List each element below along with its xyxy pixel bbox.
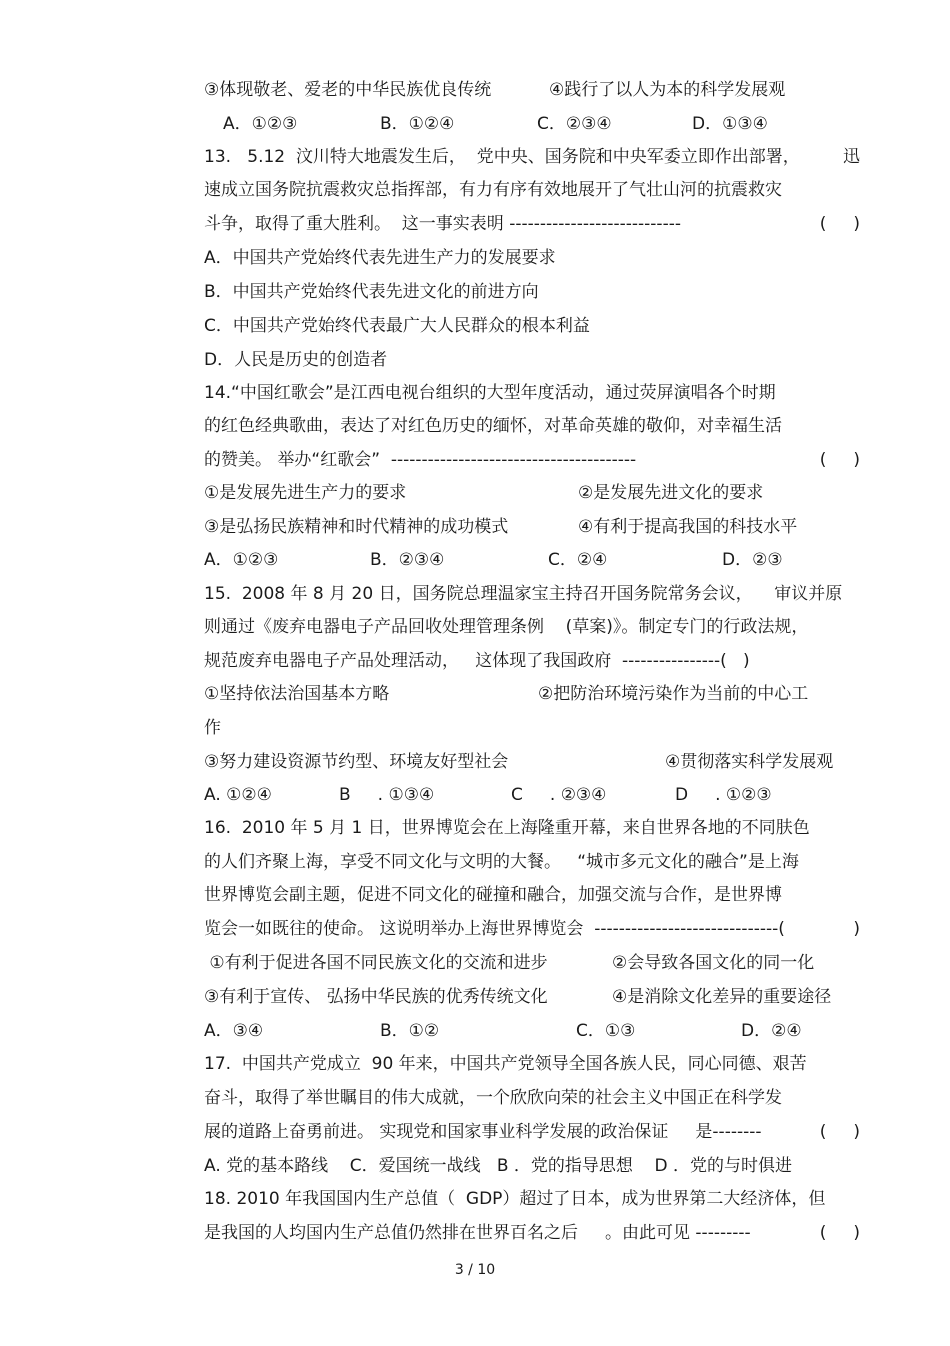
line-text: ③有利于宣传、 弘扬中华民族的优秀传统文化 bbox=[204, 987, 548, 1007]
line-text: 16. 2010 年 5 月 1 日，世界博览会在上海隆重开幕，来自世界各地的不同肤色 bbox=[204, 818, 810, 838]
text-line bbox=[204, 816, 810, 840]
text-line bbox=[204, 314, 590, 338]
answer-option: C．②③④ bbox=[537, 114, 612, 134]
text-line bbox=[204, 682, 809, 706]
text-line bbox=[204, 716, 221, 740]
line-text: 的红色经典歌曲，表达了对红色历史的缅怀，对革命英雄的敬仰，对幸福生活 bbox=[204, 416, 782, 436]
line-right-text: ( ) bbox=[819, 450, 860, 470]
line-text: 展的道路上奋勇前进。 实现党和国家事业科学发展的政治保证 是-------- bbox=[204, 1122, 762, 1142]
text-line bbox=[204, 78, 786, 102]
line-text: 是我国的人均国内生产总值仍然排在世界百名之后 。由此可见 --------- bbox=[204, 1223, 751, 1243]
line-text: D．人民是历史的创造者 bbox=[204, 350, 388, 370]
text-line bbox=[204, 985, 832, 1009]
line-right-text: ④贯彻落实科学发展观 bbox=[665, 752, 834, 772]
answer-option: D．②④ bbox=[741, 1021, 802, 1041]
text-line bbox=[204, 649, 750, 673]
text-line bbox=[204, 917, 860, 941]
line-text: 的赞美。 举办“红歌会” ---------------------------------------- bbox=[204, 450, 637, 470]
answer-option: B．①② bbox=[380, 1021, 440, 1041]
line-text: 17. 中国共产党成立 90 年来，中国共产党领导全国各族人民，同心同德、艰苦 bbox=[204, 1054, 807, 1074]
line-text: 斗争，取得了重大胜利。 这一事实表明 ---------------------------- bbox=[204, 214, 681, 234]
answer-option: D . ①②③ bbox=[675, 785, 772, 805]
line-right-text: ) bbox=[853, 919, 860, 939]
line-right-text: ④有利于提高我国的科技水平 bbox=[578, 517, 798, 537]
line-text: ①有利于促进各国不同民族文化的交流和进步 bbox=[204, 953, 548, 973]
answer-option: C．①③ bbox=[576, 1021, 636, 1041]
answer-option: D．①③④ bbox=[692, 114, 768, 134]
text-line bbox=[204, 348, 387, 372]
text-line bbox=[204, 481, 764, 505]
text-line bbox=[204, 414, 782, 438]
line-text: ③努力建设资源节约型、环境友好型社会 bbox=[204, 752, 509, 772]
text-line bbox=[204, 280, 539, 304]
line-text: ③体现敬老、爱老的中华民族优良传统 bbox=[204, 80, 492, 100]
answer-option: B．①②④ bbox=[380, 114, 455, 134]
line-text: 14.“中国红歌会”是江西电视台组织的大型年度活动，通过荧屏演唱各个时期 bbox=[204, 383, 776, 403]
text-line bbox=[204, 951, 815, 975]
page-number: 3 / 10 bbox=[454, 1262, 496, 1278]
answer-option: A．①②③ bbox=[223, 114, 298, 134]
text-line bbox=[204, 883, 782, 907]
answer-option: A．①②③ bbox=[204, 550, 279, 570]
line-text: ①坚持依法治国基本方略 bbox=[204, 684, 390, 704]
line-right-text: ( ) bbox=[819, 214, 860, 234]
answer-option: D．②③ bbox=[722, 550, 783, 570]
line-text: 规范废弃电器电子产品处理活动， 这体现了我国政府 ----------------( ) bbox=[204, 651, 750, 671]
text-line bbox=[204, 615, 808, 639]
text-line bbox=[204, 1086, 782, 1110]
line-text: 则通过《废弃电器电子产品回收处理管理条例 (草案)》。制定专门的行政法规， bbox=[204, 617, 809, 637]
text-line bbox=[204, 1120, 860, 1144]
answer-option: A．③④ bbox=[204, 1021, 264, 1041]
line-text: 13. 5.12 汶川特大地震发生后， 党中央、国务院和中央军委立即作出部署， bbox=[204, 147, 800, 167]
text-line bbox=[204, 582, 842, 606]
line-right-text: ( ) bbox=[819, 1223, 860, 1243]
line-text: 速成立国务院抗震救灾总指挥部，有力有序有效地展开了气壮山河的抗震救灾 bbox=[204, 180, 782, 200]
answer-option: C . ②③④ bbox=[511, 785, 607, 805]
line-text: 览会一如既往的使命。 这说明举办上海世界博览会 ------------------------------( bbox=[204, 919, 785, 939]
line-text: A. 党的基本路线 C．爱国统一战线 B ．党的指导思想 D ．党的与时俱进 bbox=[204, 1156, 793, 1176]
line-text: 奋斗，取得了举世瞩目的伟大成就，一个欣欣向荣的社会主义中国正在科学发 bbox=[204, 1088, 782, 1108]
line-text: ③是弘扬民族精神和时代精神的成功模式 bbox=[204, 517, 509, 537]
line-text: 18. 2010 年我国国内生产总值（ GDP）超过了日本，成为世界第二大经济体，但 bbox=[204, 1189, 826, 1209]
line-right-text: ( ) bbox=[819, 1122, 860, 1142]
text-line bbox=[204, 381, 776, 405]
text-line bbox=[204, 246, 556, 270]
text-line bbox=[204, 1221, 860, 1245]
answer-option: C．②④ bbox=[548, 550, 608, 570]
line-right-text: ②把防治环境污染作为当前的中心工 bbox=[538, 684, 809, 704]
text-line bbox=[204, 448, 860, 472]
text-line bbox=[204, 750, 834, 774]
line-text: 的人们齐聚上海，享受不同文化与文明的大餐。 “城市多元文化的融合”是上海 bbox=[204, 852, 799, 872]
line-text: 作 bbox=[204, 718, 221, 738]
line-right-text: ④是消除文化差异的重要途径 bbox=[612, 987, 832, 1007]
line-text: C．中国共产党始终代表最广大人民群众的根本利益 bbox=[204, 316, 590, 336]
line-text: 世界博览会副主题，促进不同文化的碰撞和融合，加强交流与合作，是世界博 bbox=[204, 885, 782, 905]
text-line bbox=[204, 515, 798, 539]
answer-option: B . ①③④ bbox=[339, 785, 435, 805]
line-right-text: ④践行了以人为本的科学发展观 bbox=[549, 80, 786, 100]
text-line bbox=[204, 1052, 807, 1076]
line-text: B．中国共产党始终代表先进文化的前进方向 bbox=[204, 282, 539, 302]
answer-option: B．②③④ bbox=[370, 550, 445, 570]
text-line bbox=[204, 850, 799, 874]
text-line bbox=[204, 212, 860, 236]
text-line bbox=[204, 1187, 825, 1211]
text-line bbox=[204, 178, 782, 202]
line-text: 15. 2008 年 8 月 20 日，国务院总理温家宝主持召开国务院常务会议， 审议并原 bbox=[204, 584, 843, 604]
text-line bbox=[204, 145, 860, 169]
line-right-text: ②会导致各国文化的同一化 bbox=[612, 953, 815, 973]
answer-option: A. ①②④ bbox=[204, 785, 272, 805]
text-line bbox=[204, 1154, 792, 1178]
line-text: A．中国共产党始终代表先进生产力的发展要求 bbox=[204, 248, 556, 268]
line-right-text: ②是发展先进文化的要求 bbox=[578, 483, 764, 503]
line-text: ①是发展先进生产力的要求 bbox=[204, 483, 407, 503]
line-right-text: 迅 bbox=[843, 147, 860, 167]
